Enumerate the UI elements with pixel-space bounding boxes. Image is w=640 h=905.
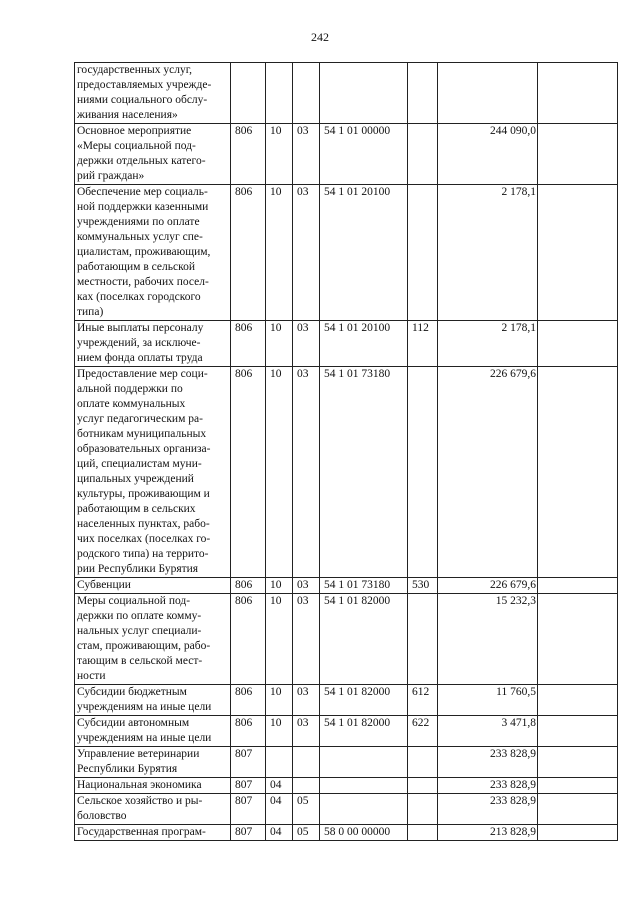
cell-ministry-code: 806 [231,185,266,321]
cell-section-code: 10 [266,578,293,594]
table-row [75,716,618,747]
cell-section-code: 10 [266,321,293,367]
cell-expense-type [408,63,438,124]
cell-amount-extra [538,825,618,841]
cell-amount-extra [538,747,618,778]
cell-amount: 3 471,8 [438,716,538,747]
cell-amount: 15 232,3 [438,594,538,685]
cell-amount: 2 178,1 [438,321,538,367]
table-row [75,124,618,185]
cell-name: Меры социальной под- держки по оплате комму- нальных услуг специали- стам, проживающим, рабо- тающим в сельской мест- ности [75,594,231,685]
cell-name: Субвенции [75,578,231,594]
cell-amount-extra [538,685,618,716]
cell-name: Государственная програм- [75,825,231,841]
cell-expense-type [408,124,438,185]
table-row [75,367,618,578]
table-row [75,825,618,841]
cell-section-code: 04 [266,794,293,825]
cell-section-code: 04 [266,778,293,794]
cell-amount-extra [538,594,618,685]
cell-ministry-code: 806 [231,367,266,578]
cell-name: Основное мероприятие «Меры социальной под- держки отдельных катего- рий граждан» [75,124,231,185]
cell-target-code: 54 1 01 20100 [320,185,408,321]
cell-section-code [266,747,293,778]
cell-amount: 233 828,9 [438,778,538,794]
cell-amount-extra [538,578,618,594]
cell-expense-type: 530 [408,578,438,594]
table-row [75,594,618,685]
cell-amount-extra [538,778,618,794]
table-body [75,63,618,841]
cell-ministry-code: 806 [231,685,266,716]
cell-name: Иные выплаты персоналу учреждений, за исключе- нием фонда оплаты труда [75,321,231,367]
cell-target-code [320,63,408,124]
cell-target-code [320,794,408,825]
cell-target-code: 54 1 01 73180 [320,367,408,578]
cell-ministry-code: 806 [231,321,266,367]
cell-name: Субсидии бюджетным учреждениям на иные цели [75,685,231,716]
cell-amount: 213 828,9 [438,825,538,841]
cell-target-code: 54 1 01 82000 [320,716,408,747]
cell-section-code [266,63,293,124]
cell-expense-type: 112 [408,321,438,367]
cell-subsection-code: 03 [293,594,320,685]
cell-expense-type [408,778,438,794]
cell-section-code: 10 [266,716,293,747]
table-row [75,794,618,825]
page-number: 242 [311,30,329,44]
budget-table [74,62,618,841]
cell-name: Предоставление мер соци- альной поддержки по оплате коммунальных услуг педагогическим ра- ботникам муниципальных образовательных организа- ций, специалистам муни- ципальных учреждений культуры, проживающим и работающим в сельских населенных пунктах, рабо- чих поселках (поселках го- родского типа) на террито- рии Республики Бурятия [75,367,231,578]
cell-expense-type: 622 [408,716,438,747]
cell-amount: 233 828,9 [438,747,538,778]
cell-ministry-code: 807 [231,794,266,825]
cell-section-code: 10 [266,124,293,185]
cell-subsection-code: 05 [293,794,320,825]
cell-amount-extra [538,321,618,367]
table-row [75,778,618,794]
cell-subsection-code: 05 [293,825,320,841]
cell-subsection-code [293,63,320,124]
cell-ministry-code: 806 [231,578,266,594]
cell-subsection-code: 03 [293,685,320,716]
cell-subsection-code [293,747,320,778]
cell-amount-extra [538,367,618,578]
cell-ministry-code [231,63,266,124]
cell-target-code: 54 1 01 00000 [320,124,408,185]
cell-name: Обеспечение мер социаль- ной поддержки казенными учреждениями по оплате коммунальных услуг спе- циалистам, проживающим, работающим в сельской местности, рабочих посел- ках (поселках городского типа) [75,185,231,321]
cell-name: Сельское хозяйство и ры- боловство [75,794,231,825]
cell-section-code: 10 [266,185,293,321]
cell-target-code: 54 1 01 82000 [320,685,408,716]
cell-subsection-code [293,778,320,794]
cell-amount: 2 178,1 [438,185,538,321]
cell-subsection-code: 03 [293,716,320,747]
cell-expense-type [408,747,438,778]
cell-amount-extra [538,794,618,825]
cell-amount: 11 760,5 [438,685,538,716]
table-row [75,185,618,321]
table-row [75,578,618,594]
cell-subsection-code: 03 [293,185,320,321]
cell-section-code: 10 [266,685,293,716]
table-row [75,63,618,124]
cell-name: Национальная экономика [75,778,231,794]
cell-amount: 226 679,6 [438,578,538,594]
cell-expense-type [408,367,438,578]
cell-target-code: 54 1 01 73180 [320,578,408,594]
cell-expense-type [408,185,438,321]
cell-ministry-code: 807 [231,747,266,778]
cell-name: государственных услуг, предоставляемых учрежде- ниями социального обслу- живания населения» [75,63,231,124]
cell-target-code: 54 1 01 20100 [320,321,408,367]
cell-subsection-code: 03 [293,367,320,578]
cell-ministry-code: 806 [231,716,266,747]
cell-expense-type [408,794,438,825]
cell-ministry-code: 806 [231,594,266,685]
cell-section-code: 10 [266,367,293,578]
cell-amount: 226 679,6 [438,367,538,578]
cell-expense-type: 612 [408,685,438,716]
cell-subsection-code: 03 [293,578,320,594]
cell-section-code: 10 [266,594,293,685]
cell-amount-extra [538,124,618,185]
cell-subsection-code: 03 [293,124,320,185]
cell-amount-extra [538,716,618,747]
cell-target-code [320,747,408,778]
table-row [75,321,618,367]
cell-subsection-code: 03 [293,321,320,367]
cell-ministry-code: 807 [231,778,266,794]
cell-amount [438,63,538,124]
cell-amount: 233 828,9 [438,794,538,825]
cell-name: Управление ветеринарии Республики Бурятия [75,747,231,778]
table-row [75,685,618,716]
cell-amount-extra [538,63,618,124]
cell-amount: 244 090,0 [438,124,538,185]
cell-name: Субсидии автономным учреждениям на иные цели [75,716,231,747]
cell-target-code: 58 0 00 00000 [320,825,408,841]
cell-section-code: 04 [266,825,293,841]
cell-ministry-code: 807 [231,825,266,841]
cell-target-code: 54 1 01 82000 [320,594,408,685]
cell-expense-type [408,594,438,685]
cell-expense-type [408,825,438,841]
cell-target-code [320,778,408,794]
cell-ministry-code: 806 [231,124,266,185]
cell-amount-extra [538,185,618,321]
table-row [75,747,618,778]
